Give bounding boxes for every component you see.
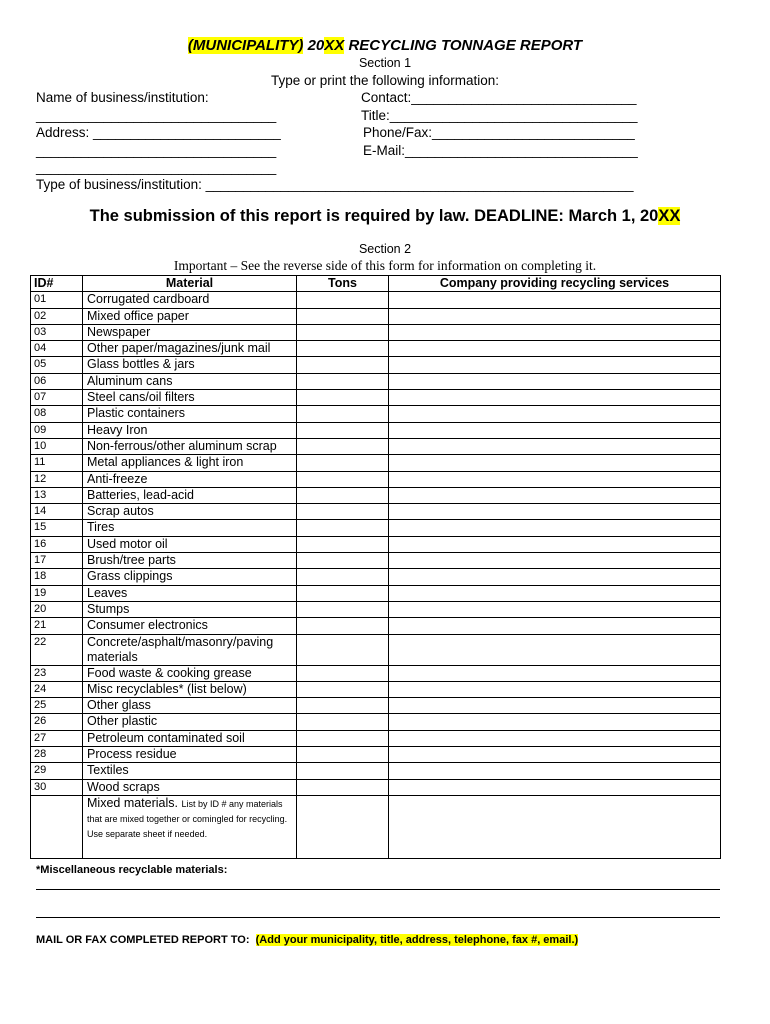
- header-company: Company providing recycling services: [389, 276, 721, 292]
- row-tons-cell[interactable]: [297, 665, 389, 681]
- misc-line-2[interactable]: [36, 917, 720, 918]
- row-id: 10: [31, 438, 83, 454]
- contact-field[interactable]: Contact:______________________________: [361, 90, 637, 105]
- row-material: Brush/tree parts: [83, 553, 297, 569]
- table-row: [31, 422, 721, 438]
- row-id: 22: [31, 634, 83, 665]
- row-tons-cell[interactable]: [297, 601, 389, 617]
- row-company-cell[interactable]: [389, 601, 721, 617]
- mixed-label: Mixed materials.: [87, 795, 178, 810]
- table-row: [31, 292, 721, 308]
- row-tons-cell[interactable]: [297, 471, 389, 487]
- row-company-cell[interactable]: [389, 406, 721, 422]
- section2-label: Section 2: [358, 242, 412, 256]
- header-tons: Tons: [297, 276, 389, 292]
- row-company-cell[interactable]: [389, 487, 721, 503]
- row-tons-cell[interactable]: [297, 406, 389, 422]
- mail-address-placeholder: (Add your municipality, title, address, telephone, fax #, email.): [255, 934, 579, 946]
- row-material: Wood scraps: [83, 779, 297, 795]
- row-tons-cell[interactable]: [297, 747, 389, 763]
- row-material: Metal appliances & light iron: [83, 455, 297, 471]
- row-tons-cell[interactable]: [297, 373, 389, 389]
- table-row-mixed: [31, 795, 721, 858]
- report-title: (MUNICIPALITY) 20XX RECYCLING TONNAGE REPORT: [187, 37, 583, 54]
- row-id: 04: [31, 341, 83, 357]
- row-material: Grass clippings: [83, 569, 297, 585]
- table-row: [31, 373, 721, 389]
- row-company-cell[interactable]: [389, 763, 721, 779]
- row-material: Steel cans/oil filters: [83, 390, 297, 406]
- row-tons-cell[interactable]: [297, 422, 389, 438]
- row-tons-cell[interactable]: [297, 438, 389, 454]
- name-label: Name of business/institution:: [36, 90, 209, 105]
- email-field[interactable]: E-Mail:_______________________________: [363, 143, 638, 158]
- row-material: Mixed office paper: [83, 308, 297, 324]
- table-row: [31, 438, 721, 454]
- table-row: [31, 520, 721, 536]
- row-id: 03: [31, 324, 83, 340]
- table-row: [31, 487, 721, 503]
- row-material: Glass bottles & jars: [83, 357, 297, 373]
- row-company-cell[interactable]: [389, 292, 721, 308]
- title-field[interactable]: Title:_________________________________: [361, 108, 638, 123]
- section1-label: Section 1: [358, 56, 412, 70]
- row-id: 26: [31, 714, 83, 730]
- row-material: Other plastic: [83, 714, 297, 730]
- address-field[interactable]: Address: _________________________: [36, 125, 281, 140]
- row-id: 14: [31, 504, 83, 520]
- row-material: Consumer electronics: [83, 618, 297, 634]
- table-row: [31, 747, 721, 763]
- table-row: [31, 341, 721, 357]
- important-note: Important – See the reverse side of this form for information on completing it.: [173, 258, 597, 273]
- row-company-cell[interactable]: [389, 714, 721, 730]
- row-company-cell[interactable]: [389, 422, 721, 438]
- table-row: [31, 390, 721, 406]
- table-row: [31, 553, 721, 569]
- row-tons-cell[interactable]: [297, 487, 389, 503]
- row-material: Misc recyclables* (list below): [83, 681, 297, 697]
- row-tons-cell[interactable]: [297, 455, 389, 471]
- misc-materials-label: *Miscellaneous recyclable materials:: [36, 864, 228, 876]
- table-row: [31, 665, 721, 681]
- row-id: 28: [31, 747, 83, 763]
- row-material: Aluminum cans: [83, 373, 297, 389]
- table-row: [31, 779, 721, 795]
- row-tons-cell[interactable]: [297, 308, 389, 324]
- table-row: [31, 618, 721, 634]
- row-id: 21: [31, 618, 83, 634]
- row-company-cell[interactable]: [389, 324, 721, 340]
- row-company-cell[interactable]: [389, 618, 721, 634]
- row-id: 29: [31, 763, 83, 779]
- deadline-notice: The submission of this report is required by law. DEADLINE: March 1, 20XX: [89, 207, 681, 225]
- row-material: Other paper/magazines/junk mail: [83, 341, 297, 357]
- table-row: [31, 714, 721, 730]
- row-material: Corrugated cardboard: [83, 292, 297, 308]
- tonnage-table: [30, 275, 721, 859]
- table-row: [31, 634, 721, 665]
- row-company-cell[interactable]: [389, 779, 721, 795]
- row-tons-cell[interactable]: [297, 341, 389, 357]
- row-material: Stumps: [83, 601, 297, 617]
- table-row: [31, 324, 721, 340]
- phone-fax-field[interactable]: Phone/Fax:___________________________: [363, 125, 635, 140]
- row-tons-cell[interactable]: [297, 357, 389, 373]
- row-id: 20: [31, 601, 83, 617]
- table-row: [31, 406, 721, 422]
- row-tons-cell[interactable]: [297, 520, 389, 536]
- row-company-cell[interactable]: [389, 520, 721, 536]
- row-material: Batteries, lead-acid: [83, 487, 297, 503]
- table-row: [31, 585, 721, 601]
- row-id: 01: [31, 292, 83, 308]
- row-company-cell[interactable]: [389, 553, 721, 569]
- row-id: 17: [31, 553, 83, 569]
- row-tons-cell[interactable]: [297, 569, 389, 585]
- row-id: 02: [31, 308, 83, 324]
- row-company-cell[interactable]: [389, 390, 721, 406]
- row-company-cell[interactable]: [389, 373, 721, 389]
- business-type-field[interactable]: Type of business/institution: _________________________________________________________: [36, 177, 634, 192]
- instruction: Type or print the following information:: [270, 73, 500, 88]
- mail-instruction: MAIL OR FAX COMPLETED REPORT TO: (Add your municipality, title, address, telephone, fax #, email.): [36, 934, 579, 946]
- mixed-note: List by ID # any materials that are mixed together or comingled for recycling. Use separate sheet if needed.: [87, 798, 288, 839]
- row-company-cell[interactable]: [389, 341, 721, 357]
- row-material: Tires: [83, 520, 297, 536]
- row-tons-cell[interactable]: [297, 618, 389, 634]
- row-company-cell[interactable]: [389, 681, 721, 697]
- name-field[interactable]: ________________________________: [36, 108, 277, 123]
- row-tons-cell[interactable]: [297, 779, 389, 795]
- row-id: 15: [31, 520, 83, 536]
- row-id: 16: [31, 536, 83, 552]
- row-company-cell[interactable]: [389, 747, 721, 763]
- row-material: Scrap autos: [83, 504, 297, 520]
- table-row: [31, 504, 721, 520]
- row-company-cell[interactable]: [389, 569, 721, 585]
- row-material: Non-ferrous/other aluminum scrap: [83, 438, 297, 454]
- address-line-3[interactable]: ________________________________: [36, 160, 277, 175]
- table-row: [31, 471, 721, 487]
- row-tons-cell[interactable]: [297, 763, 389, 779]
- row-id: 30: [31, 779, 83, 795]
- row-id: 25: [31, 698, 83, 714]
- table-row: [31, 681, 721, 697]
- table-row: [31, 357, 721, 373]
- row-material: Textiles: [83, 763, 297, 779]
- table-header-row: [31, 276, 721, 292]
- row-material: Newspaper: [83, 324, 297, 340]
- row-id: 08: [31, 406, 83, 422]
- row-company-cell[interactable]: [389, 698, 721, 714]
- row-id: 11: [31, 455, 83, 471]
- row-tons-cell[interactable]: [297, 634, 389, 665]
- row-id-empty: [31, 795, 83, 858]
- row-id: 05: [31, 357, 83, 373]
- row-id: 09: [31, 422, 83, 438]
- row-company-cell[interactable]: [389, 471, 721, 487]
- row-tons-cell[interactable]: [297, 698, 389, 714]
- row-company-cell[interactable]: [389, 536, 721, 552]
- row-company-cell[interactable]: [389, 308, 721, 324]
- row-tons-cell[interactable]: [297, 553, 389, 569]
- row-tons-cell[interactable]: [297, 585, 389, 601]
- row-id: 13: [31, 487, 83, 503]
- row-id: 23: [31, 665, 83, 681]
- row-company-cell[interactable]: [389, 438, 721, 454]
- address-line-2[interactable]: ________________________________: [36, 143, 277, 158]
- row-company-cell[interactable]: [389, 585, 721, 601]
- row-tons-cell[interactable]: [297, 536, 389, 552]
- row-tons-cell[interactable]: [297, 324, 389, 340]
- row-company-cell[interactable]: [389, 357, 721, 373]
- table-row: [31, 601, 721, 617]
- row-tons-cell[interactable]: [297, 504, 389, 520]
- row-tons-cell[interactable]: [297, 390, 389, 406]
- row-material: Anti-freeze: [83, 471, 297, 487]
- row-tons-cell[interactable]: [297, 795, 389, 858]
- table-row: [31, 536, 721, 552]
- table-row: [31, 455, 721, 471]
- row-company-cell[interactable]: [389, 455, 721, 471]
- row-company-cell[interactable]: [389, 665, 721, 681]
- row-material: Plastic containers: [83, 406, 297, 422]
- table-row: [31, 698, 721, 714]
- table-row: [31, 763, 721, 779]
- row-id: 19: [31, 585, 83, 601]
- row-mixed-material: [83, 795, 297, 858]
- header-id: ID#: [31, 276, 83, 292]
- row-material: Petroleum contaminated soil: [83, 730, 297, 746]
- row-id: 06: [31, 373, 83, 389]
- row-company-cell[interactable]: [389, 730, 721, 746]
- row-material: Concrete/asphalt/masonry/paving materials: [83, 634, 297, 665]
- row-company-cell[interactable]: [389, 795, 721, 858]
- row-id: 24: [31, 681, 83, 697]
- row-tons-cell[interactable]: [297, 292, 389, 308]
- row-material: Process residue: [83, 747, 297, 763]
- row-id: 12: [31, 471, 83, 487]
- misc-line-1[interactable]: [36, 889, 720, 890]
- table-row: [31, 569, 721, 585]
- table-row: [31, 308, 721, 324]
- row-material: Leaves: [83, 585, 297, 601]
- row-material: Heavy Iron: [83, 422, 297, 438]
- row-tons-cell[interactable]: [297, 714, 389, 730]
- header-material: Material: [83, 276, 297, 292]
- row-id: 07: [31, 390, 83, 406]
- row-company-cell[interactable]: [389, 634, 721, 665]
- row-material: Other glass: [83, 698, 297, 714]
- table-row: [31, 730, 721, 746]
- row-company-cell[interactable]: [389, 504, 721, 520]
- row-id: 18: [31, 569, 83, 585]
- row-tons-cell[interactable]: [297, 730, 389, 746]
- row-material: Food waste & cooking grease: [83, 665, 297, 681]
- row-tons-cell[interactable]: [297, 681, 389, 697]
- row-material: Used motor oil: [83, 536, 297, 552]
- row-id: 27: [31, 730, 83, 746]
